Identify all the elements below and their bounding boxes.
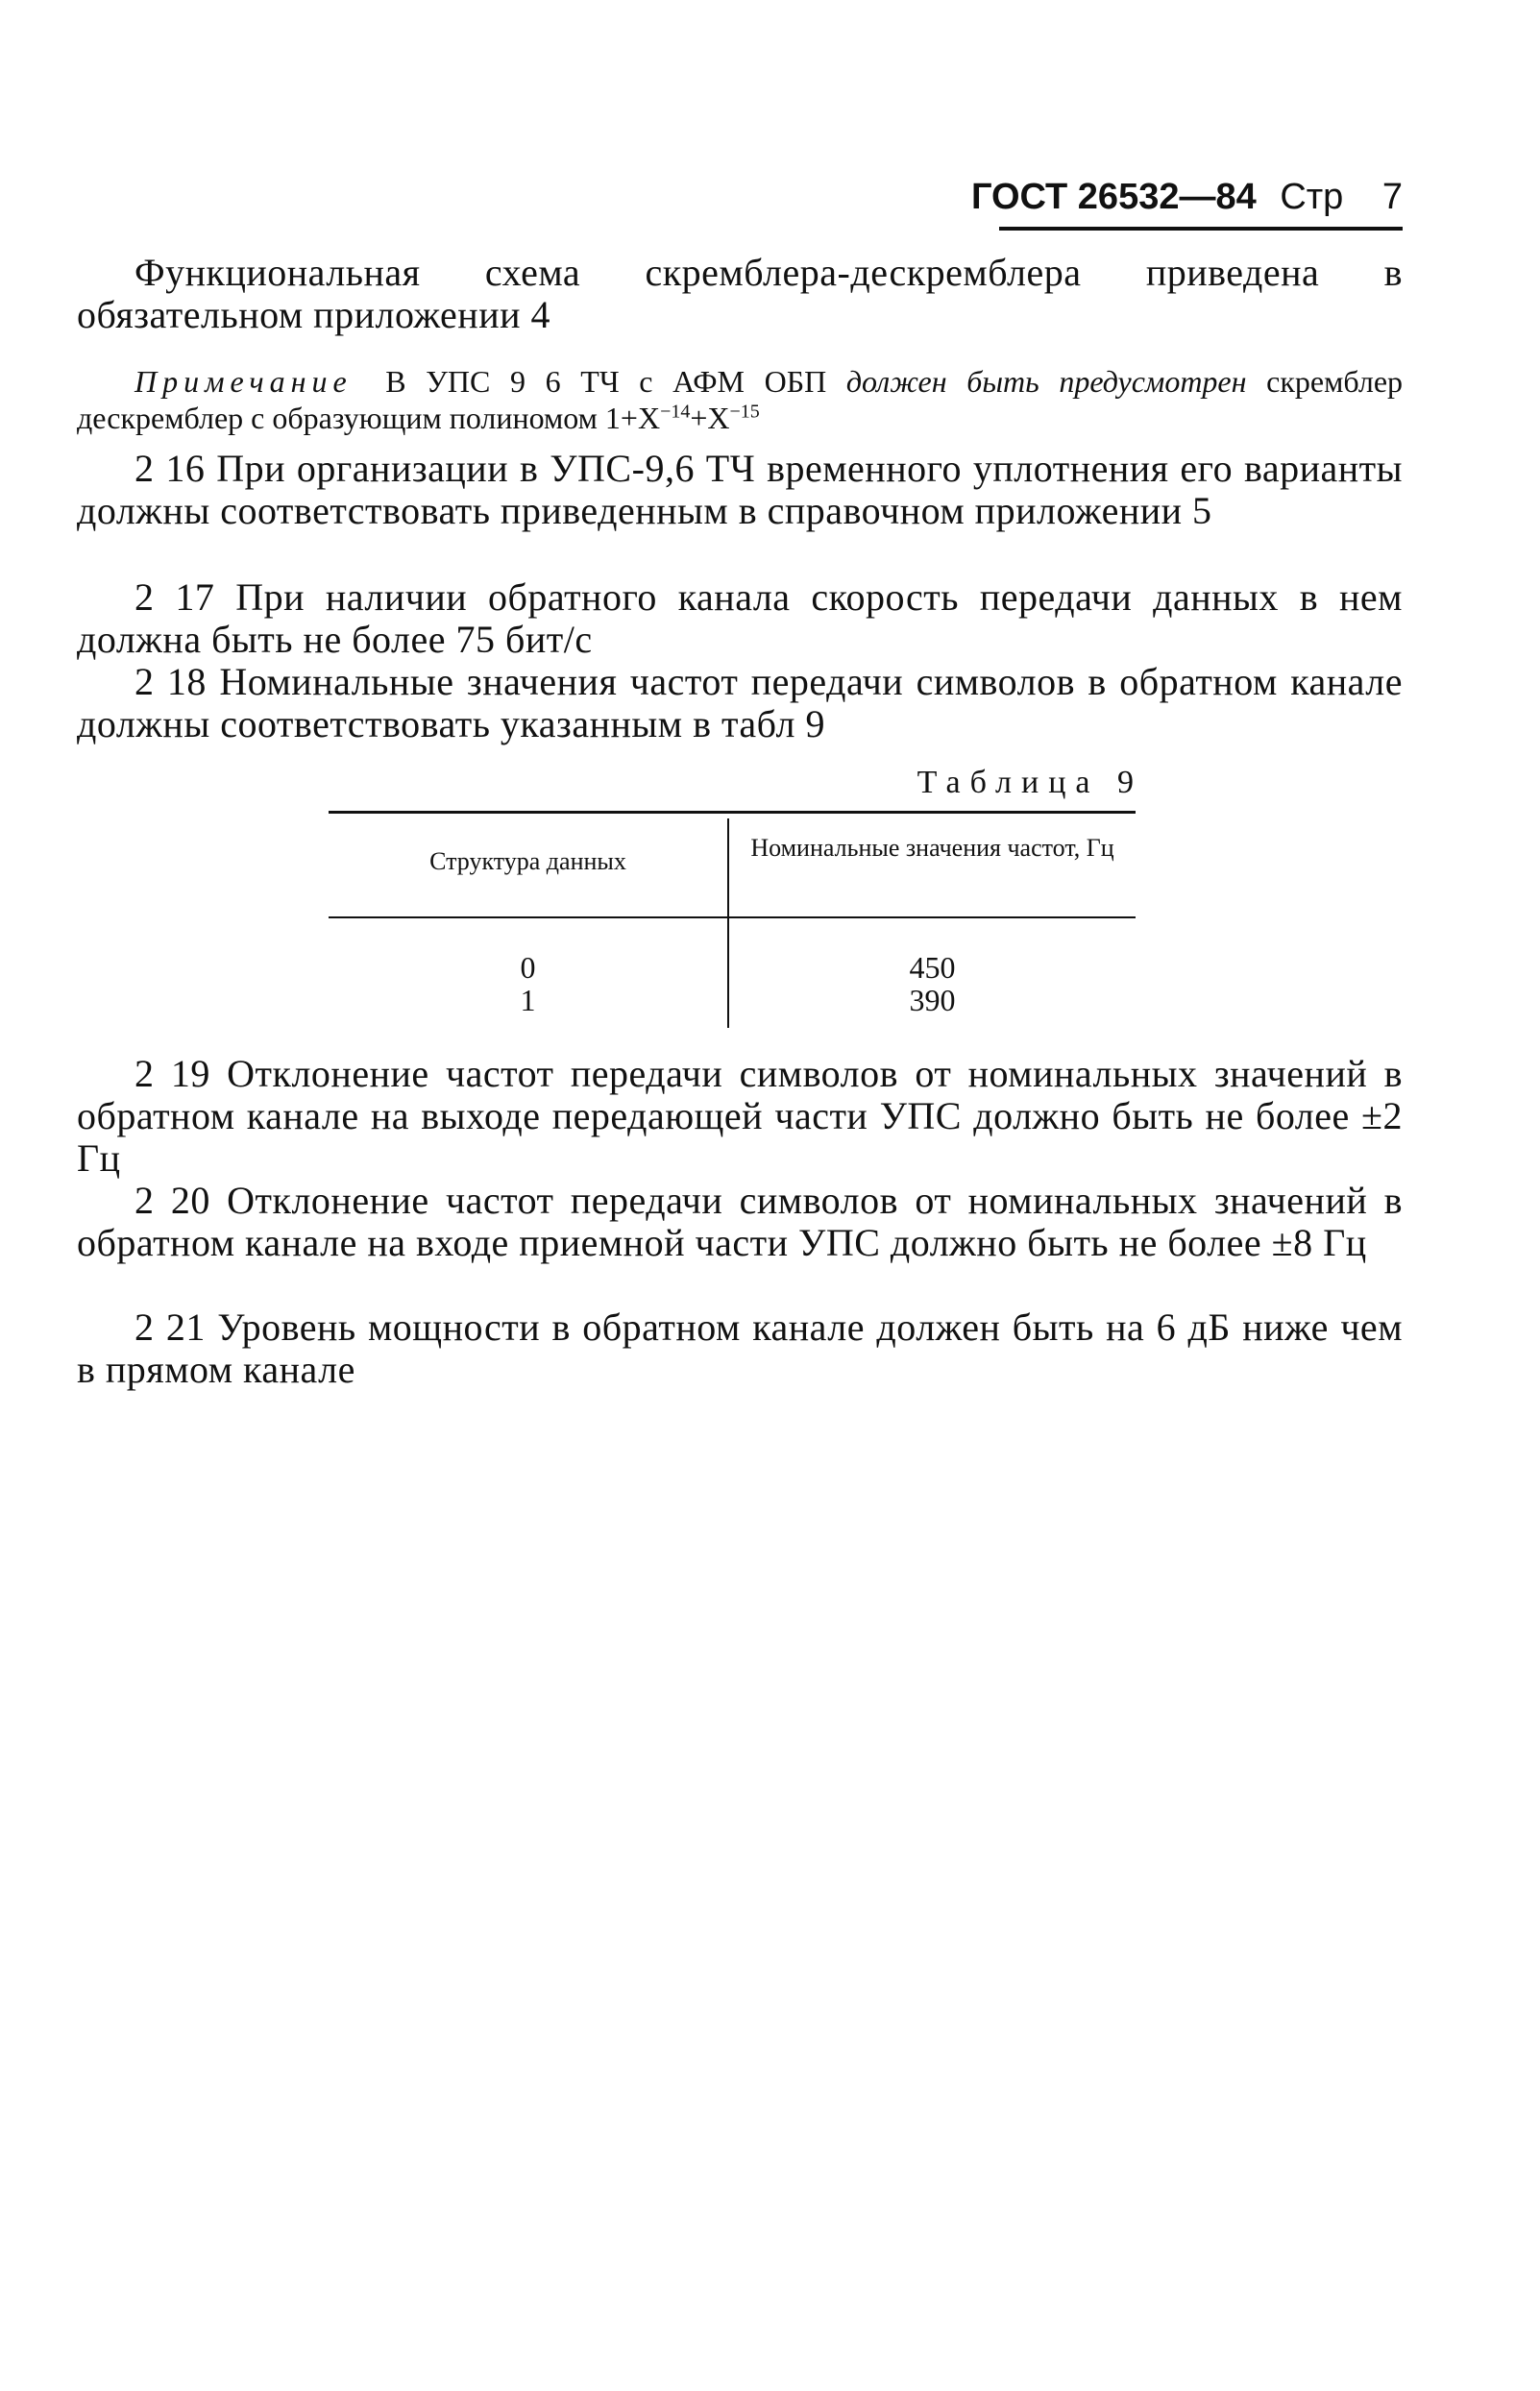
header-rule <box>999 227 1403 231</box>
table-caption: Таблица 9 <box>917 765 1143 800</box>
paragraph-2-18: 2 18 Номинальные значения частот передачи символов в обратном канале должны соответствовать указанным в табл 9 <box>77 660 1403 745</box>
table-header-data-structure: Структура данных <box>429 847 626 875</box>
paragraph-2-17: 2 17 При наличии обратного канала скорость передачи данных в нем должна быть не более 75 бит/с <box>77 575 1403 661</box>
note-text-3: +X <box>690 401 730 435</box>
page-number: 7 <box>1381 177 1403 217</box>
table-header-rule <box>329 916 1136 918</box>
page-label: Стр <box>1280 177 1344 217</box>
table-cell: 1 <box>520 983 536 1017</box>
paragraph-2-21: 2 21 Уровень мощности в обратном канале должен быть на 6 дБ ниже чем в прямом канале <box>77 1305 1403 1391</box>
note-text-italic: должен быть предусмотрен <box>845 364 1247 399</box>
page-header <box>961 175 1403 219</box>
paragraph-intro: Функциональная схема скремблера-дескремблера приведена в обязательном приложении 4 <box>77 251 1403 336</box>
table-cell: 390 <box>909 983 956 1017</box>
paragraph-2-19: 2 19 Отклонение частот передачи символов от номинальных значений в обратном канале на выходе передающей части УПС должно быть не более ±2 Гц <box>77 1052 1403 1180</box>
table-cell: 0 <box>520 950 536 985</box>
frequency-table <box>329 807 1136 1037</box>
paragraph-2-16: 2 16 При организации в УПС-9,6 ТЧ временного уплотнения его варианты должны соответствовать приведенным в справочном приложении 5 <box>77 447 1403 532</box>
note-label: Примечание <box>134 364 353 399</box>
table-cell: 450 <box>909 950 956 985</box>
note-text-2: скремблер дескремблер с образующим полиномом 1+X <box>77 364 1404 435</box>
note-exponent-1: −14 <box>660 401 691 423</box>
paragraph-2-20: 2 20 Отклонение частот передачи символов от номинальных значений в обратном канале на входе приемной части УПС должно быть не более ±8 Гц <box>77 1179 1403 1264</box>
note-exponent-2: −15 <box>729 401 760 423</box>
table-top-rule <box>329 811 1136 814</box>
standard-number: ГОСТ 26532—84 <box>970 177 1257 217</box>
table-header-nominal-frequencies: Номинальные значения частот, Гц <box>750 834 1114 862</box>
note-text-1: В УПС 9 6 ТЧ с АФМ ОБП <box>385 364 827 399</box>
note-paragraph <box>77 363 1403 436</box>
